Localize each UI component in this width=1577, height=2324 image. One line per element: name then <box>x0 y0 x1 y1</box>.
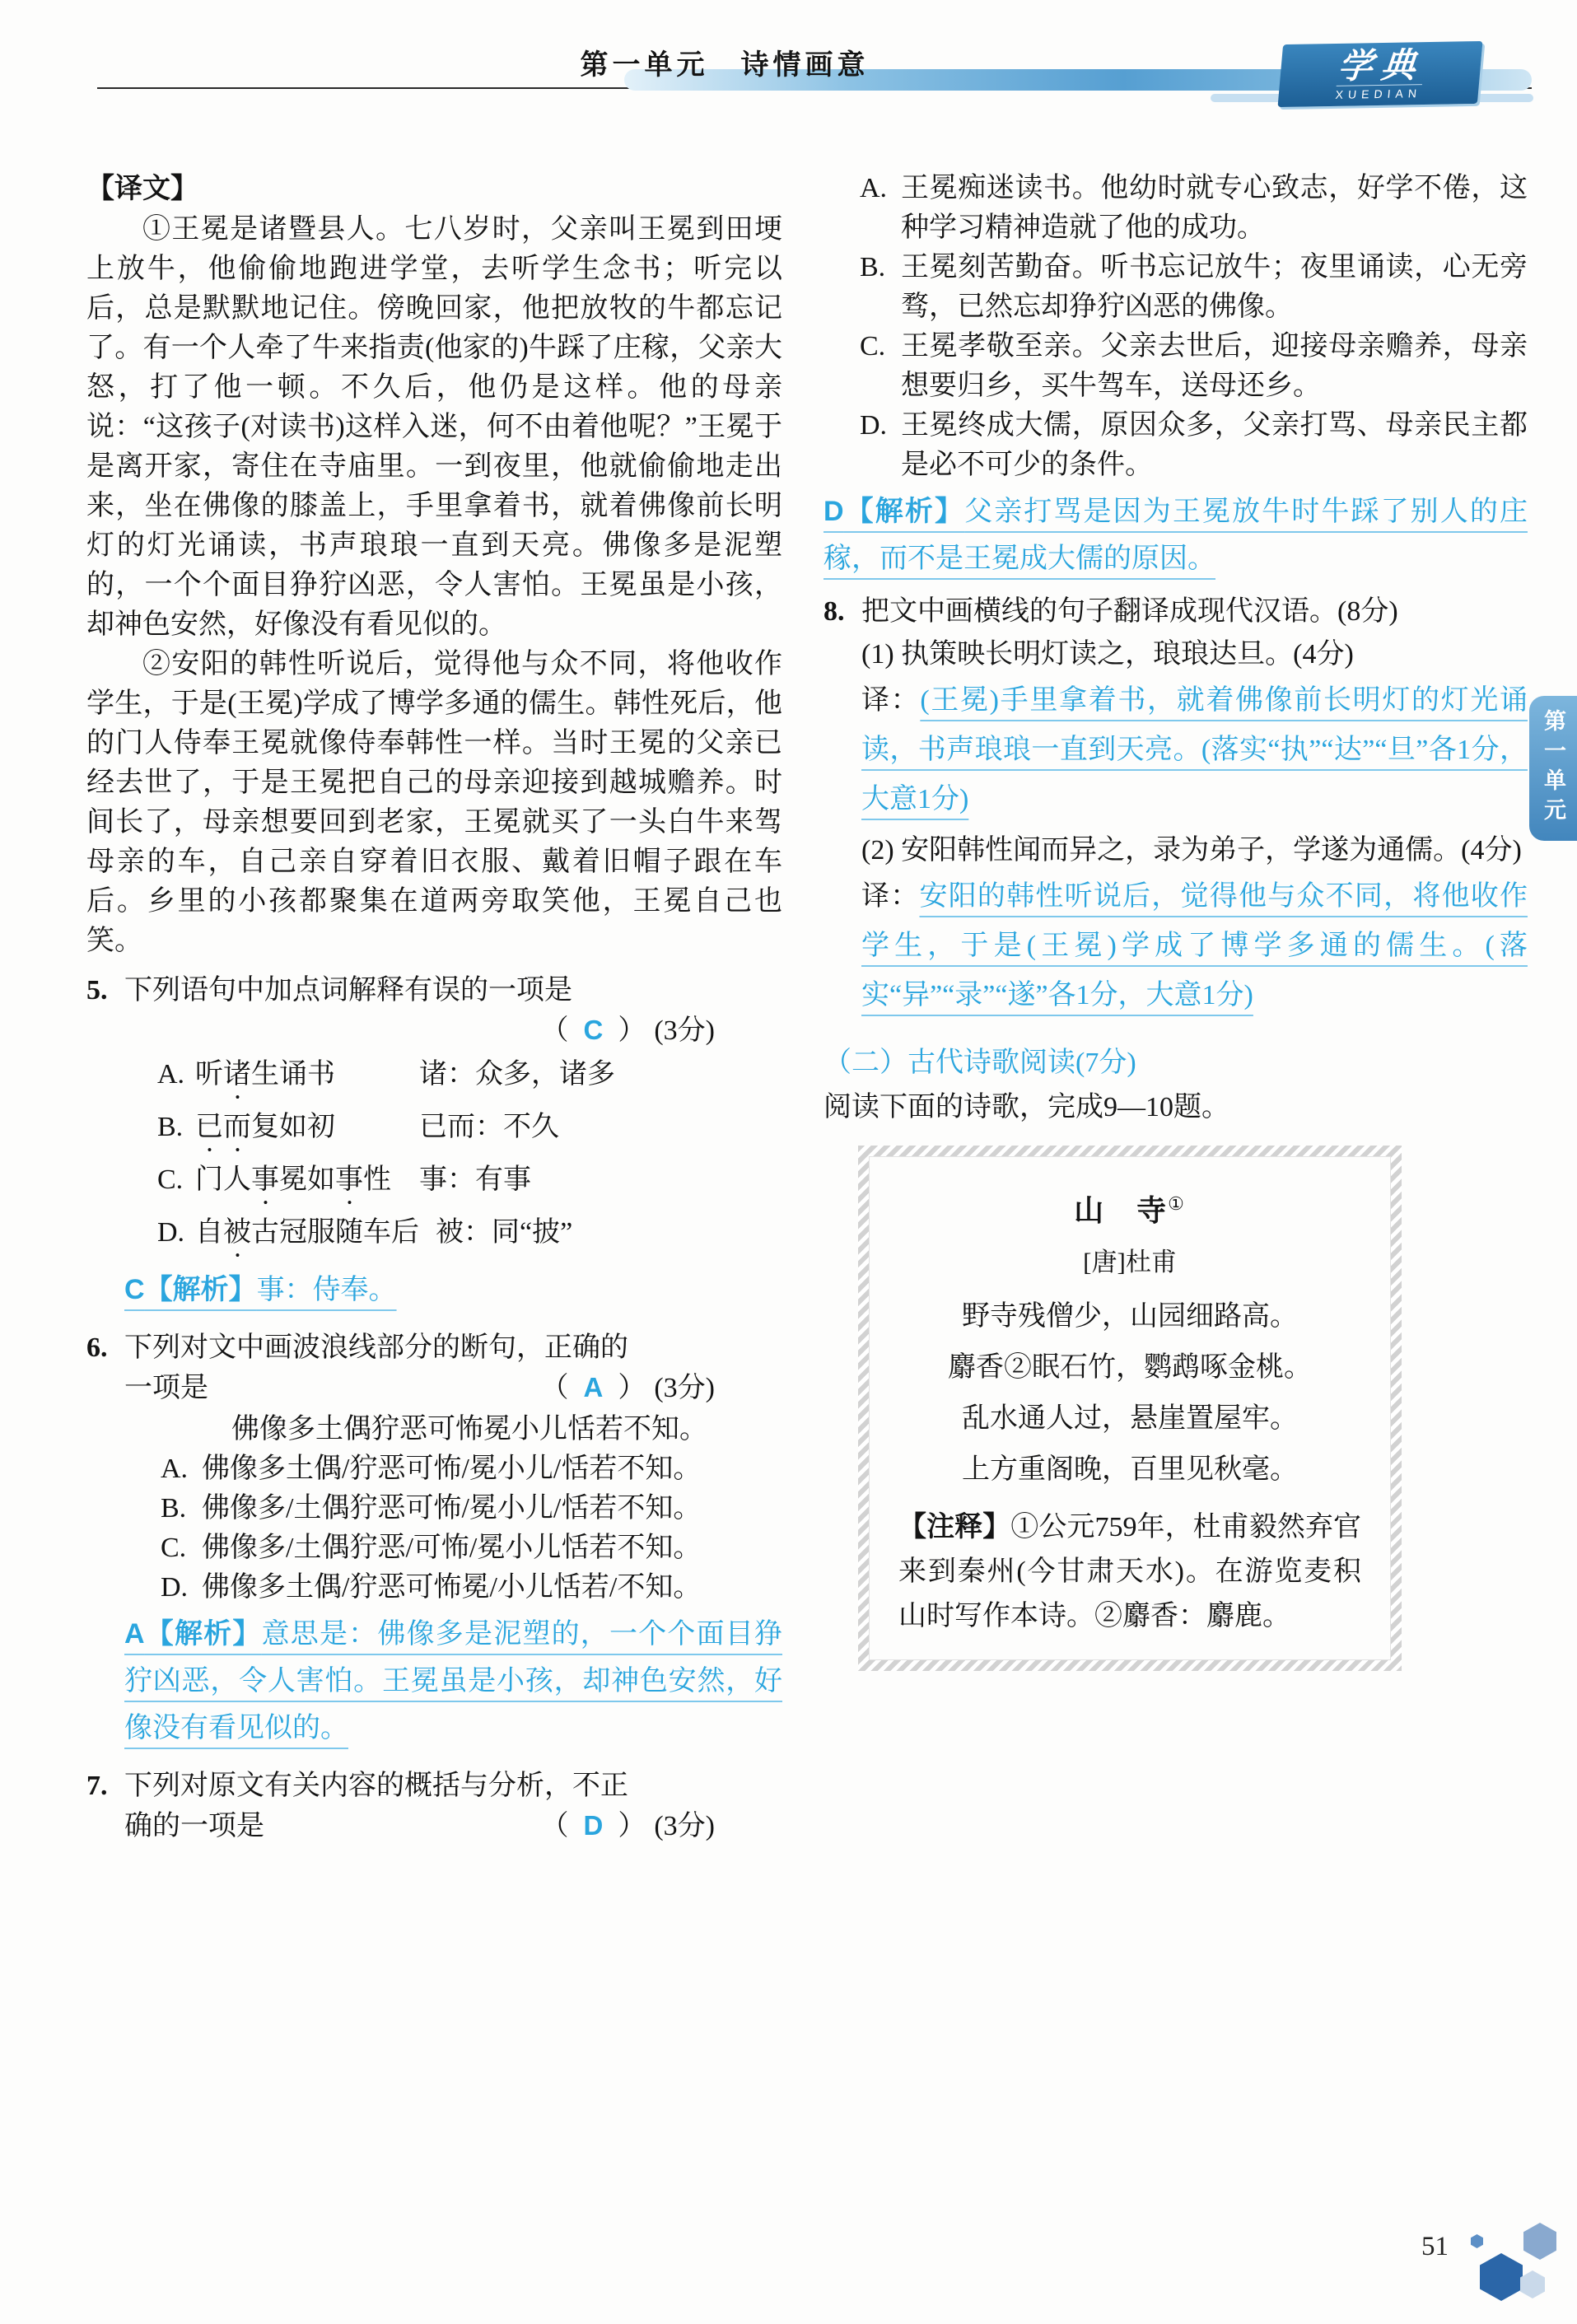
q5-option-row <box>124 1052 782 1105</box>
poem-box <box>858 1146 1402 1671</box>
q6-stem-tail: 一项是 <box>124 1373 208 1403</box>
translation-paragraph: ②安阳的韩性听说后，觉得他与众不同，将他收作学生，于是(王冕)学成了博学多通的儒生。韩性死后，他的门人侍奉王冕就像侍奉韩性一样。当时王冕的父亲已经去世了，于是王冕把自己的母亲迎接到越城赡养。时间长了，母亲想要回到老家，王冕就买了一头白牛来驾母亲的车，自己亲自穿着旧衣服、戴着旧帽子跟在车后。乡里的小孩都聚集在道两旁取笑他，王冕自己也笑。 <box>86 649 782 956</box>
q7-analysis <box>823 488 1528 582</box>
q7-number: 7. <box>86 1771 108 1801</box>
paren-close: ） <box>618 1811 646 1841</box>
plain-char: 自 <box>195 1217 223 1248</box>
hexagon-decoration-medium <box>1523 2223 1556 2260</box>
q8-part2-answer: 安阳的韩性听说后，觉得他与众不同，将他收作学生，于是(王冕)学成了博学多通的儒生。(落实“异”“录”“遂”各1分，大意1分) <box>861 881 1528 1010</box>
q8-number: 8. <box>823 596 845 627</box>
q5-option-row <box>124 1211 782 1263</box>
paren-close: ） <box>618 1373 646 1403</box>
section-2-heading: （二）古代诗歌阅读(7分) <box>823 1048 1136 1078</box>
analysis-tag: 【解析】 <box>144 1275 257 1305</box>
poem-line: 乱水通人过，悬崖置屋牢。 <box>962 1403 1298 1434</box>
poem-author: [唐]杜甫 <box>1083 1248 1177 1276</box>
analysis-answer: C <box>124 1274 145 1305</box>
question-8 <box>823 592 1528 1027</box>
option-gloss: 诸：众多，诸多 <box>419 1059 615 1090</box>
emphasized-char: 事 <box>335 1164 363 1195</box>
logo-text: 学典 <box>1336 46 1425 86</box>
emphasized-char: 已而 <box>195 1112 251 1142</box>
poem-lines <box>898 1291 1361 1496</box>
analysis-text: 意思是：佛像多是泥塑的，一个个面目狰狞凶恶，令人害怕。王冕虽是小孩，却神色安然，好像没有看见似的。 <box>124 1619 783 1743</box>
translation-paragraph: ①王冕是诸暨县人。七八岁时，父亲叫王冕到田埂上放牛，他偷偷地跑进学堂，去听学生念书；听完以后，总是默默地记住。傍晚回家，他把放牧的牛都忘记了。有一个人牵了牛来指责(他家的)牛踩了庄稼，父亲大怒，打了他一顿。不久后，他仍是这样。他的母亲说：“这孩子(对读书)这样入迷，何不由着他呢？”王冕于是离开家，寄住在寺庙里。一到夜里，他就偷偷地走出来，坐在佛像的膝盖上，手里拿着书，就着佛像前长明灯的灯光诵读，书声琅琅一直到天亮。佛像多是泥塑的，一个个面目狰狞凶恶，令人害怕。王冕虽是小孩，却神色安然，好像没有看见似的。 <box>86 214 782 640</box>
q8-part2-translation <box>861 872 1528 1020</box>
q5-number: 5. <box>86 975 108 1006</box>
q7-option-row <box>823 248 1528 327</box>
option-label: A. <box>860 173 888 203</box>
option-text: 佛像多土偶/狞恶可怖冕/小儿恬若/不知。 <box>202 1572 702 1603</box>
q6-stem-line2 <box>124 1368 782 1408</box>
poem-note <box>898 1505 1361 1639</box>
option-phrase <box>195 1158 403 1211</box>
translation-label: 译： <box>861 685 921 716</box>
question-5 <box>86 971 782 1318</box>
q7-stem-line2 <box>124 1806 782 1846</box>
q7-stem-line1: 下列对原文有关内容的概括与分析，不正 <box>124 1771 628 1801</box>
plain-char: 生诵书 <box>251 1059 335 1090</box>
hexagon-decoration-large <box>1480 2253 1523 2301</box>
q8-part1-translation <box>861 676 1528 824</box>
page-number: 51 <box>1421 2232 1449 2261</box>
plain-char: 古冠服随车后 <box>251 1217 419 1248</box>
paren-open: （ <box>540 1811 569 1841</box>
option-label: A. <box>161 1454 189 1484</box>
analysis-tag: 【解析】 <box>843 497 965 527</box>
poem-line: 野寺残僧少，山园细路高。 <box>962 1301 1298 1332</box>
q5-answer-line <box>124 1010 782 1051</box>
q7-option-row <box>823 169 1528 248</box>
plain-char: 门人 <box>195 1164 251 1195</box>
content-columns <box>86 169 1528 1846</box>
q8-stem: 把文中画横线的句子翻译成现代汉语。(8分) <box>861 596 1398 627</box>
emphasized-char: 被 <box>223 1217 251 1248</box>
option-text: 佛像多土偶/狞恶可怖/冕小儿/恬若不知。 <box>202 1454 702 1484</box>
q5-answer: C <box>583 1015 604 1045</box>
plain-char: 冕如 <box>279 1164 335 1195</box>
option-text: 王冕痴迷读书。他幼时就专心致志，好学不倦，这种学习精神造就了他的成功。 <box>901 173 1528 243</box>
q8-part1-answer: (王冕)手里拿着书，就着佛像前长明灯的灯光诵读，书声琅琅一直到天亮。(落实“执”“达”“旦”各1分，大意1分) <box>861 685 1528 814</box>
translation-heading: 【译文】 <box>86 174 198 204</box>
unit-title: 第一单元 诗情画意 <box>580 50 870 81</box>
poem-note-label: 【注释】 <box>898 1512 1011 1542</box>
q7-option-row <box>823 327 1528 406</box>
poem-note-text: ①公元759年，杜甫毅然弃官来到秦州(今甘肃天水)。在游览麦积山时写作本诗。②麝香：麝鹿。 <box>898 1512 1362 1631</box>
option-text: 王冕刻苦勤奋。听书忘记放牛；夜里诵读，心无旁骛，已然忘却狰狞凶恶的佛像。 <box>901 252 1528 322</box>
poem-line: 上方重阁晚，百里见秋毫。 <box>962 1454 1298 1485</box>
left-column <box>86 169 782 1846</box>
q8-stem-row <box>823 592 1528 1027</box>
option-label: C. <box>860 331 886 362</box>
xuedian-logo <box>1277 41 1482 107</box>
logo-subtext: XUEDIAN <box>1335 84 1422 101</box>
paren-open: （ <box>540 1015 569 1046</box>
q6-sentence: 佛像多土偶狞恶可怖冕小儿恬若不知。 <box>231 1414 707 1444</box>
hexagon-decoration-small <box>1520 2270 1545 2298</box>
question-6 <box>86 1328 782 1757</box>
q5-option-row <box>124 1105 782 1158</box>
q5-stem-row <box>86 971 782 1318</box>
q7-score: (3分) <box>654 1811 715 1841</box>
q6-stem-row <box>86 1328 782 1757</box>
option-gloss: 已而：不久 <box>419 1112 559 1142</box>
q5-score: (3分) <box>654 1015 715 1046</box>
q5-analysis <box>124 1267 782 1314</box>
analysis-text: 父亲打骂是因为王冕放牛时牛踩了别人的庄稼，而不是王冕成大儒的原因。 <box>823 497 1528 574</box>
option-label: D. <box>157 1217 185 1248</box>
poem-title-superscript: ① <box>1168 1193 1186 1214</box>
q7-option-row <box>823 406 1528 485</box>
plain-char: 复如初 <box>251 1112 335 1142</box>
option-label: B. <box>161 1493 187 1524</box>
translation-paragraphs <box>86 210 782 961</box>
option-label: B. <box>157 1112 184 1142</box>
q6-option-row <box>124 1489 782 1528</box>
q5-options <box>124 1052 782 1263</box>
option-label: C. <box>157 1164 184 1195</box>
q5-option-row <box>124 1158 782 1211</box>
q6-options <box>124 1449 782 1608</box>
paren-close: ） <box>618 1015 646 1046</box>
option-phrase <box>195 1052 403 1105</box>
paren-open: （ <box>540 1373 569 1403</box>
q7-answer: D <box>583 1810 604 1841</box>
q8-part1-prompt: (1) 执策映长明灯读之，琅琅达旦。(4分) <box>861 639 1354 670</box>
right-column <box>823 169 1528 1846</box>
q7-stem-row <box>86 1766 782 1846</box>
option-gloss: 被：同“披” <box>436 1217 573 1248</box>
translation-label: 译： <box>861 881 920 912</box>
q6-stem-line1: 下列对文中画波浪线部分的断句，正确的 <box>124 1332 628 1363</box>
option-text: 佛像多/土偶狞恶/可怖/冕小儿恬若不知。 <box>202 1533 702 1563</box>
analysis-text: 事：侍奉。 <box>256 1275 397 1305</box>
question-7 <box>86 1766 782 1846</box>
option-text: 王冕孝敬至亲。父亲去世后，迎接母亲赡养，母亲想要归乡，买牛驾车，送母还乡。 <box>901 331 1528 401</box>
q7-options <box>823 169 1528 485</box>
analysis-answer: D <box>823 496 844 527</box>
analysis-answer: A <box>124 1618 145 1650</box>
option-text: 王冕终成大儒，原因众多，父亲打骂、母亲民主都是必不可少的条件。 <box>901 410 1528 480</box>
analysis-tag: 【解析】 <box>144 1619 262 1650</box>
poem-title-text: 山 寺 <box>1074 1194 1169 1227</box>
hexagon-decoration-dot <box>1471 2234 1483 2248</box>
option-phrase <box>195 1211 419 1263</box>
option-phrase <box>195 1105 403 1158</box>
option-label: A. <box>157 1059 185 1090</box>
q8-part2-prompt: (2) 安阳韩性闻而异之，录为弟子，学遂为通儒。(4分) <box>861 835 1522 866</box>
q6-score: (3分) <box>654 1373 715 1403</box>
poem-title <box>898 1183 1361 1232</box>
section-2-intro: 阅读下面的诗歌，完成9—10题。 <box>823 1092 1229 1122</box>
plain-char: 听 <box>195 1059 223 1090</box>
side-tab-unit: 第一单元 <box>1529 696 1577 841</box>
plain-char: 性 <box>363 1164 391 1195</box>
option-gloss: 事：有事 <box>419 1164 531 1195</box>
q6-option-row <box>124 1528 782 1568</box>
option-text: 佛像多/土偶狞恶可怖/冕小儿/恬若不知。 <box>202 1493 702 1524</box>
q6-number: 6. <box>86 1332 108 1363</box>
emphasized-char: 事 <box>251 1164 279 1195</box>
option-label: D. <box>860 410 888 441</box>
poem-line: 麝香②眠石竹，鹦鹉啄金桃。 <box>948 1352 1312 1383</box>
option-label: C. <box>161 1533 187 1563</box>
option-label: B. <box>860 252 886 282</box>
emphasized-char: 诸 <box>223 1059 251 1090</box>
q7-stem-tail: 确的一项是 <box>124 1811 264 1841</box>
q6-option-row <box>124 1449 782 1489</box>
q6-option-row <box>124 1568 782 1608</box>
option-label: D. <box>161 1572 189 1603</box>
q5-stem: 下列语句中加点词解释有误的一项是 <box>124 975 572 1006</box>
q6-analysis <box>124 1611 782 1752</box>
q6-answer: A <box>583 1372 604 1402</box>
